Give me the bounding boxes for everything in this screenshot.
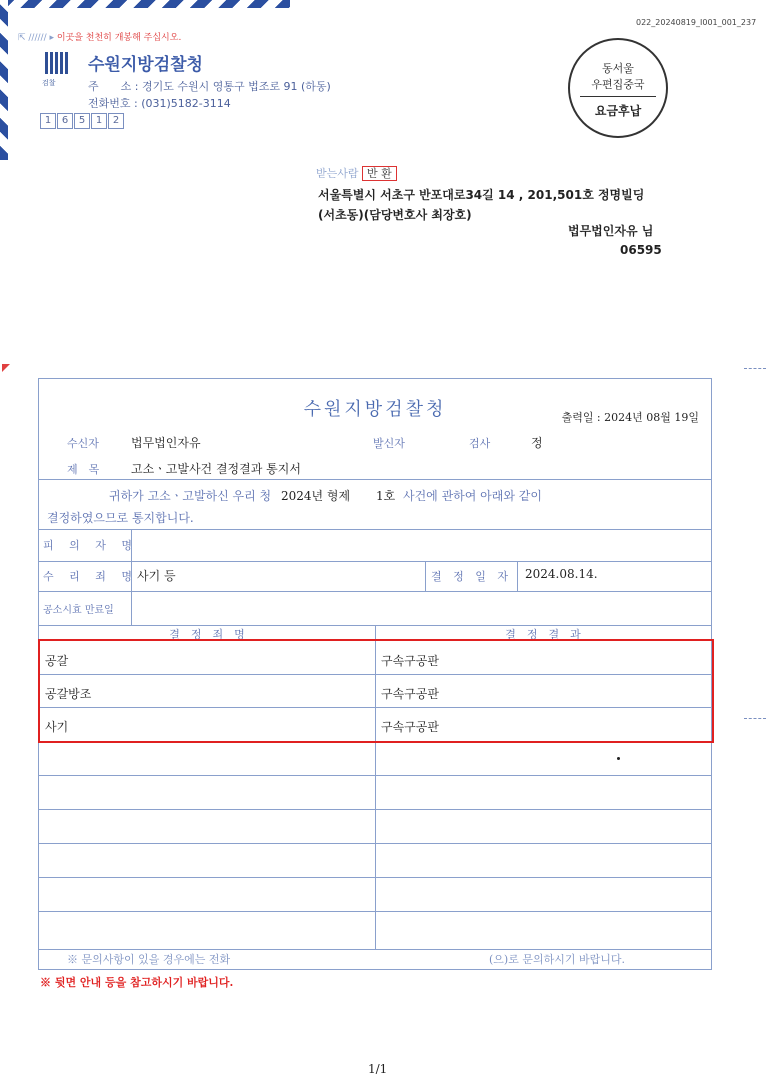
page-number: 1/1 bbox=[368, 1062, 388, 1076]
statute-label: 공소시효 만료일 bbox=[43, 605, 114, 616]
stamp-bottom: 요금후납 bbox=[594, 104, 642, 118]
recipient-label-line: 받는사람 반 환 bbox=[316, 165, 397, 181]
back-note: ※ 뒷면 안내 등을 참고하시기 바랍니다. bbox=[40, 976, 234, 989]
fold-dash bbox=[744, 368, 766, 369]
zip-digit: 1 bbox=[91, 113, 107, 129]
result-crime: 사기 bbox=[45, 720, 69, 734]
fold-dash bbox=[744, 718, 766, 719]
receiver-value: 법무법인자유 bbox=[131, 436, 201, 450]
print-date: 출력일 : 2024년 08월 19일 bbox=[561, 411, 699, 424]
body-line-1: 귀하가 고소ㆍ고발하신 우리 청 2024년 형제 1호 사건에 관하여 아래와 같이 bbox=[109, 489, 542, 503]
return-mark: 반 환 bbox=[362, 166, 397, 181]
sender-role: 검사 bbox=[469, 437, 491, 450]
body-line-2: 결정하였으므로 통지합니다. bbox=[47, 511, 194, 525]
sender-name: 수원지방검찰청 bbox=[88, 55, 203, 75]
notice-title: 수원지방검찰청 bbox=[303, 399, 447, 420]
receiver-label: 수신자 bbox=[67, 437, 99, 450]
zip-digit: 1 bbox=[40, 113, 56, 129]
sender-zip-boxes bbox=[40, 108, 125, 129]
sender-value: 정 bbox=[531, 436, 543, 450]
recipient-address-1: 서울특별시 서초구 반포대로34길 14 , 201,501호 정명빌딩 bbox=[318, 188, 645, 202]
zip-digit: 2 bbox=[108, 113, 124, 129]
airmail-border-top bbox=[0, 0, 290, 8]
airmail-border-left bbox=[0, 0, 8, 160]
col-result-header: 결 정 결 과 bbox=[505, 628, 581, 641]
footer-contact-end: (으)로 문의하시기 바랍니다. bbox=[489, 953, 625, 966]
decision-date-label: 결 정 일 자 bbox=[431, 570, 512, 583]
recipient-zip: 06595 bbox=[620, 243, 662, 257]
highlight-box bbox=[38, 639, 714, 743]
sender-phone-line: 전화번호 : (031)5182-3114 bbox=[88, 97, 231, 110]
logo-text: 검찰 bbox=[42, 79, 56, 87]
prosecution-logo-icon bbox=[45, 52, 73, 74]
fold-mark bbox=[2, 364, 10, 372]
result-crime: 공갈방조 bbox=[45, 687, 92, 701]
result-crime: 공갈 bbox=[45, 654, 69, 668]
decision-date-value: 2024.08.14. bbox=[525, 567, 598, 581]
col-crime-header: 결 정 죄 명 bbox=[169, 628, 245, 641]
stamp-line2: 우편집중국 bbox=[591, 78, 645, 91]
suspect-label: 피 의 자 명 bbox=[43, 539, 138, 552]
postage-stamp bbox=[568, 38, 668, 138]
recipient-name: 법무법인자유 님 bbox=[568, 224, 654, 238]
subject-label: 제 목 bbox=[67, 463, 100, 476]
subject-value: 고소ㆍ고발사건 결정결과 통지서 bbox=[131, 462, 301, 476]
result-value: 구속구공판 bbox=[381, 654, 439, 668]
recipient-address-2: (서초동)(담당변호사 최장호) bbox=[318, 208, 472, 222]
result-value: 구속구공판 bbox=[381, 687, 439, 701]
open-warning: ⇱ ////// ▸ 이곳을 천천히 개봉해 주십시오. bbox=[18, 33, 182, 43]
stamp-line1: 동서울 bbox=[602, 62, 634, 75]
sender-address-line: 주 소 : 경기도 수원시 영통구 법조로 91 (하동) bbox=[88, 80, 331, 93]
charge-value: 사기 등 bbox=[137, 569, 176, 583]
charge-label: 수 리 죄 명 bbox=[43, 570, 138, 583]
zip-digit: 6 bbox=[57, 113, 73, 129]
document-id: 022_20240819_I001_001_237 bbox=[636, 18, 757, 27]
speck bbox=[617, 757, 620, 760]
footer-contact: ※ 문의사항이 있을 경우에는 전화 bbox=[67, 953, 231, 966]
sender-label: 발신자 bbox=[373, 437, 405, 450]
result-value: 구속구공판 bbox=[381, 720, 439, 734]
zip-digit: 5 bbox=[74, 113, 90, 129]
